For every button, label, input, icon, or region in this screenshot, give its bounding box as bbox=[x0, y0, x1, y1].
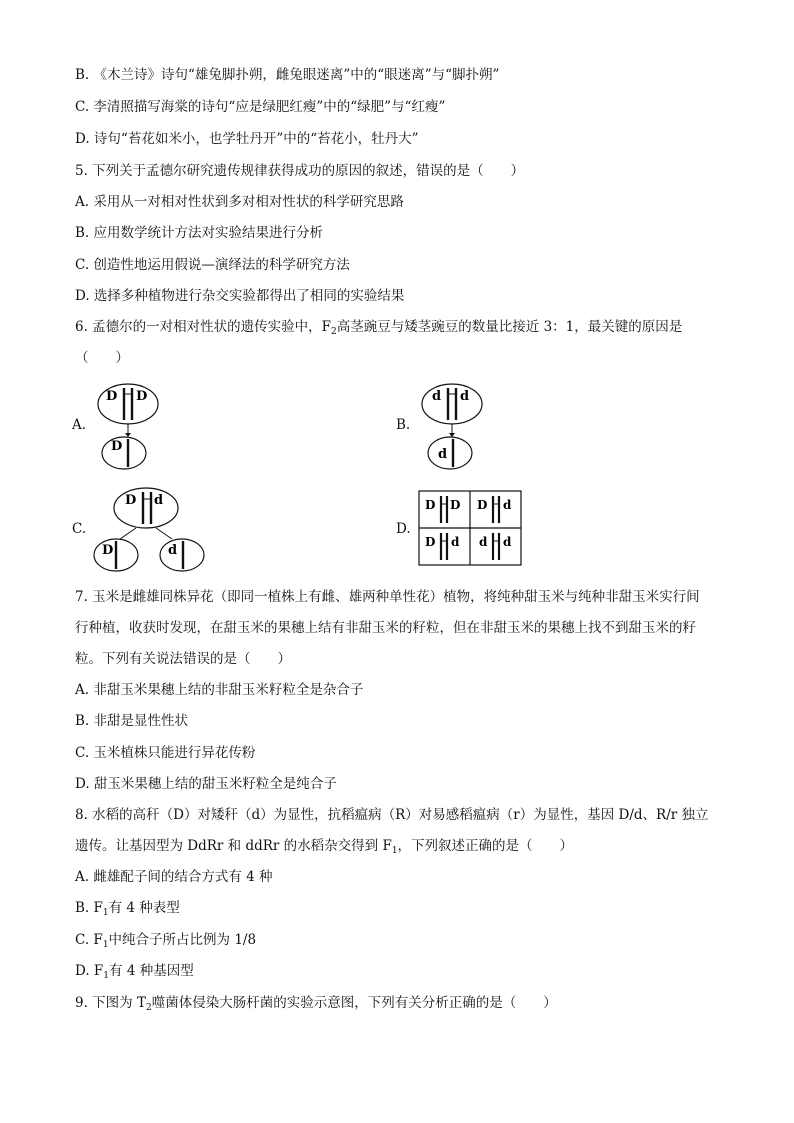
q5-option-c: C. 创造性地运用假说—演绎法的科学研究方法 bbox=[75, 257, 350, 273]
q4-option-d: D. 诗句“苔花如米小，也学牡丹开”中的“苔花小，牡丹大” bbox=[75, 131, 419, 147]
gene-label: d bbox=[479, 535, 488, 549]
gamete-cell bbox=[102, 437, 146, 469]
gene-label: d bbox=[451, 535, 460, 549]
gene-label: D bbox=[425, 498, 436, 512]
q7-option-d: D. 甜玉米果穗上结的甜玉米籽粒全是纯合子 bbox=[75, 776, 337, 792]
q8-option-b: B. $F_1$有 4 种表型 bbox=[75, 900, 180, 918]
gene-label: D bbox=[102, 543, 114, 558]
gene-label: d bbox=[432, 389, 442, 404]
q4-option-b: B. 《木兰诗》诗句“雄兔脚扑朔，雌兔眼迷离”中的“眼迷离”与“脚扑朔” bbox=[75, 67, 500, 83]
gene-label: D bbox=[111, 439, 123, 454]
q5-option-b: B. 应用数学统计方法对实验结果进行分析 bbox=[75, 225, 324, 241]
q5-stem: 5. 下列关于孟德尔研究遗传规律获得成功的原因的叙述，错误的是（ ） bbox=[75, 163, 525, 179]
q8-option-c: C. $F_1$中纯合子所占比例为 1/8 bbox=[75, 932, 257, 950]
q6-option-d-label: D. bbox=[396, 521, 411, 537]
gene-label: D bbox=[106, 389, 118, 404]
parent-cell bbox=[114, 488, 178, 528]
q6-option-a-label: A. bbox=[72, 417, 87, 433]
arrow-head-icon bbox=[449, 433, 455, 437]
q7-stem-line2: 行种植，收获时发现，在甜玉米的果穗上结有非甜玉米的籽粒，但在非甜玉米的果穗上找不到甜玉米的籽 bbox=[75, 620, 696, 636]
q7-option-a: A. 非甜玉米果穗上结的非甜玉米籽粒全是杂合子 bbox=[75, 682, 364, 698]
q8-stem-line2: 遗传。让基因型为 DdRr 和 ddRr 的水稻杂交得到 $F_1$，下列叙述正确的是（ ） bbox=[75, 838, 574, 856]
q5-option-d: D. 选择多种植物进行杂交实验都得出了相同的实验结果 bbox=[75, 288, 405, 304]
q5-option-a: A. 采用从一对相对性状到多对相对性状的科学研究思路 bbox=[75, 194, 404, 210]
arrow-head-icon bbox=[125, 433, 131, 437]
q8-option-a: A. 雌雄配子间的结合方式有 4 种 bbox=[75, 869, 273, 885]
q7-option-b: B. 非甜是显性性状 bbox=[75, 713, 189, 729]
q6-option-c-label: C. bbox=[72, 521, 87, 537]
q6-stem-line2: （ ） bbox=[75, 350, 129, 366]
q7-option-c: C. 玉米植株只能进行异花传粉 bbox=[75, 745, 256, 761]
gene-label: D bbox=[425, 535, 436, 549]
arrow-icon bbox=[156, 528, 172, 539]
gene-label: d bbox=[503, 535, 512, 549]
gamete-cell bbox=[428, 437, 472, 469]
gene-label: D bbox=[477, 498, 488, 512]
gene-label: D bbox=[450, 498, 461, 512]
gene-label: d bbox=[503, 498, 512, 512]
gene-label: d bbox=[460, 389, 470, 404]
q6-option-b-label: B. bbox=[396, 417, 411, 433]
q6-option-d-figure bbox=[418, 490, 524, 568]
q6-option-a-figure bbox=[96, 380, 168, 472]
q6-option-b-figure bbox=[418, 380, 490, 472]
q6-option-c-figure bbox=[90, 484, 210, 574]
q8-stem-line1: 8. 水稻的高秆（D）对矮秆（d）为显性，抗稻瘟病（R）对易感稻瘟病（r）为显性，基因 D/d、R/r 独立 bbox=[75, 807, 709, 823]
q7-stem-line3: 粒。下列有关说法错误的是（ ） bbox=[75, 651, 291, 667]
gene-label: D bbox=[136, 389, 148, 404]
gene-label: d bbox=[154, 493, 164, 508]
q8-option-d: D. $F_1$有 4 种基因型 bbox=[75, 963, 194, 981]
q4-option-c: C. 李清照描写海棠的诗句“应是绿肥红瘦”中的“绿肥”与“红瘦” bbox=[75, 99, 446, 115]
parent-cell bbox=[422, 384, 482, 424]
q9-stem: 9. 下图为 $T_2$噬菌体侵染大肠杆菌的实验示意图，下列有关分析正确的是（ ） bbox=[75, 995, 557, 1013]
gene-label: d bbox=[168, 543, 178, 558]
gene-label: D bbox=[125, 493, 137, 508]
gene-label: d bbox=[438, 447, 448, 462]
q6-stem: 6. 孟德尔的一对相对性状的遗传实验中，$F_2$高茎豌豆与矮茎豌豆的数量比接近 3：1，最关键的原因是 bbox=[75, 319, 683, 337]
q7-stem-line1: 7. 玉米是雌雄同株异花（即同一植株上有雌、雄两种单性花）植物，将纯种甜玉米与纯种非甜玉米实行间 bbox=[75, 589, 700, 605]
arrow-icon bbox=[120, 528, 136, 539]
